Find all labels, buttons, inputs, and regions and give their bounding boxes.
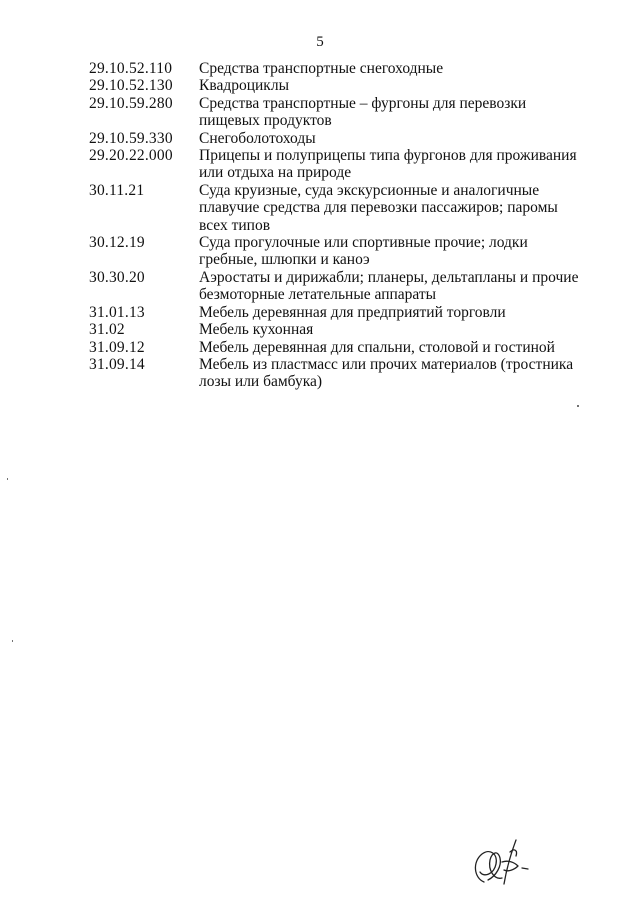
row-code: 29.10.59.330 [89, 129, 173, 147]
row-code: 31.09.14 [89, 355, 145, 373]
description-line: гребные, шлюпки и каноэ [199, 251, 370, 269]
list-row [89, 130, 589, 147]
row-code: 30.30.20 [89, 268, 145, 286]
scan-speck [12, 640, 13, 642]
row-code: 29.10.52.110 [89, 60, 173, 77]
description-line: Мебель деревянная для спальни, столовой и гостиной [199, 338, 555, 356]
description-line: Суда круизные, суда экскурсионные и аналогичные [199, 181, 540, 199]
description-line: Квадроциклы [199, 77, 289, 95]
list-row [89, 95, 589, 130]
row-description [199, 182, 589, 234]
list-row [89, 321, 589, 338]
row-description [199, 321, 589, 338]
row-code: 29.10.52.130 [89, 77, 173, 95]
row-code: 31.02 [89, 321, 125, 339]
okpd-code-list [89, 60, 589, 391]
row-description [199, 304, 589, 321]
description-line: Средства транспортные – фургоны для перевозки [199, 94, 527, 112]
description-line: Прицепы и полуприцепы типа фургонов для проживания [199, 147, 577, 165]
description-line: всех типов [199, 216, 271, 234]
row-description [199, 339, 589, 356]
description-line: лозы или бамбука) [199, 373, 323, 391]
list-row [89, 60, 589, 77]
row-description [199, 60, 589, 77]
description-line: безмоторные летательные аппараты [199, 286, 437, 304]
row-code: 30.12.19 [89, 234, 145, 252]
list-row [89, 339, 589, 356]
row-description [199, 269, 589, 304]
row-description [199, 95, 589, 130]
description-line: Средства транспортные снегоходные [199, 60, 444, 77]
description-line: Аэростаты и дирижабли; планеры, дельтапланы и прочие [199, 268, 579, 286]
list-row [89, 77, 589, 94]
row-code: 31.01.13 [89, 303, 145, 321]
description-line: Мебель деревянная для предприятий торговли [199, 303, 506, 321]
row-code: 31.09.12 [89, 338, 145, 356]
list-row [89, 234, 589, 269]
row-code: 30.11.21 [89, 181, 145, 199]
list-row [89, 147, 589, 182]
row-code: 29.20.22.000 [89, 147, 173, 165]
page-number: 5 [316, 34, 324, 50]
description-line: Мебель кухонная [199, 321, 314, 339]
row-description [199, 234, 589, 269]
row-description [199, 356, 589, 391]
row-code: 29.10.59.280 [89, 94, 173, 112]
scan-speck [7, 478, 8, 480]
list-row [89, 182, 589, 234]
list-row [89, 356, 589, 391]
description-line: или отдыха на природе [199, 164, 352, 182]
description-line: Мебель из пластмасс или прочих материалов (тростника [199, 355, 574, 373]
description-line: плавучие средства для перевозки пассажиров; паромы [199, 199, 558, 217]
row-description [199, 77, 589, 94]
row-description [199, 130, 589, 147]
description-line: Суда прогулочные или спортивные прочие; лодки [199, 234, 528, 252]
description-line: Снегоболотоходы [199, 129, 316, 147]
list-row [89, 269, 589, 304]
signature-image [466, 832, 536, 892]
description-line: пищевых продуктов [199, 112, 332, 130]
row-description [199, 147, 589, 182]
scan-speck [577, 405, 579, 407]
list-row [89, 304, 589, 321]
